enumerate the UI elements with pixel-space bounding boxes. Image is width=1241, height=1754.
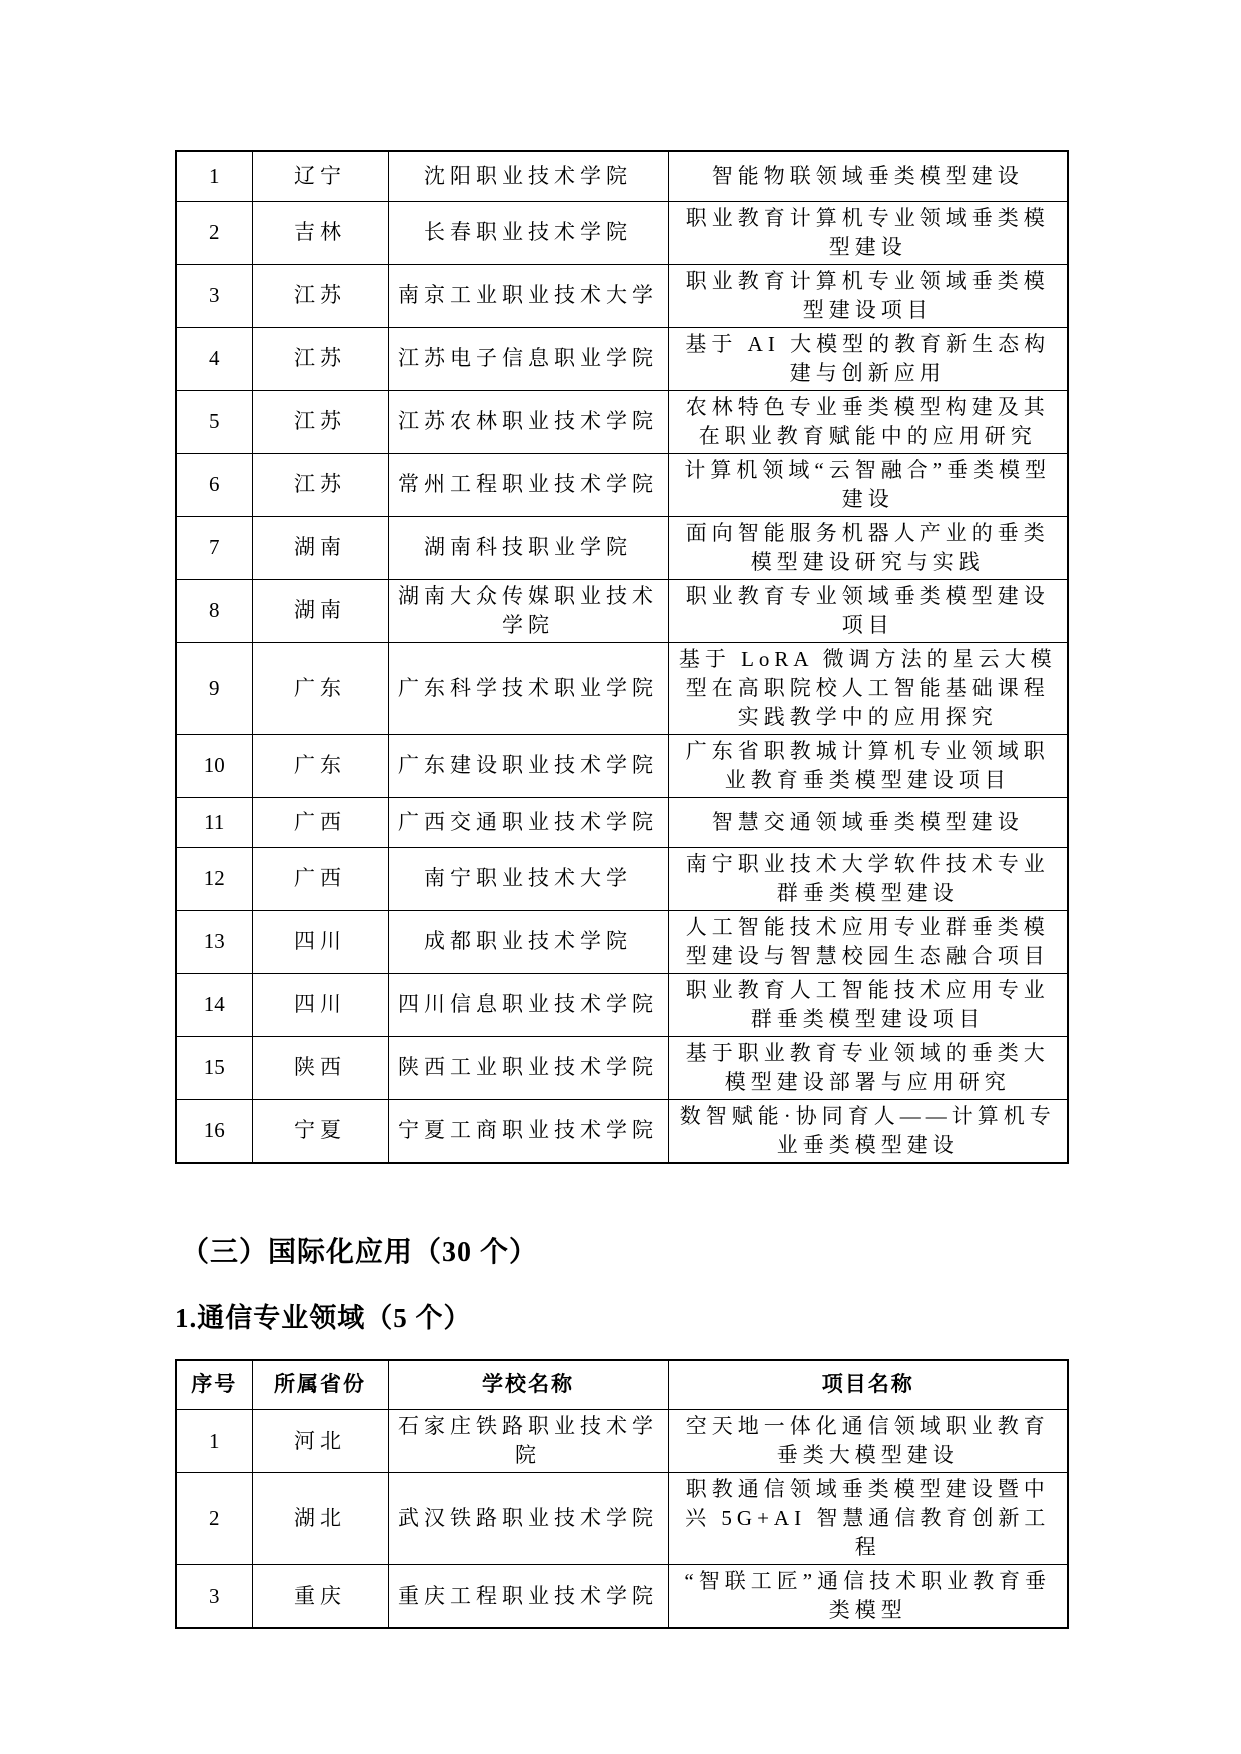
cell-no: 12 (176, 847, 252, 910)
table-row (176, 847, 1068, 910)
cell-no: 1 (176, 1410, 252, 1473)
header-project: 项目名称 (668, 1360, 1068, 1410)
cell-project: 职业教育计算机专业领域垂类模型建设项目 (668, 264, 1068, 327)
cell-province: 广东 (252, 734, 388, 797)
table-row (176, 1036, 1068, 1099)
cell-province: 辽宁 (252, 151, 388, 201)
cell-school: 宁夏工商职业技术学院 (388, 1099, 668, 1163)
table-row (176, 151, 1068, 201)
cell-project: 计算机领域“云智融合”垂类模型建设 (668, 453, 1068, 516)
cell-project: 数智赋能·协同育人——计算机专业垂类模型建设 (668, 1099, 1068, 1163)
cell-province: 重庆 (252, 1565, 388, 1629)
table-row (176, 1565, 1068, 1629)
subsection-heading: 1.通信专业领域（5 个） (175, 1302, 472, 1333)
cell-project: 职业教育人工智能技术应用专业群垂类模型建设项目 (668, 973, 1068, 1036)
table-row (176, 201, 1068, 264)
cell-no: 1 (176, 151, 252, 201)
cell-school: 广西交通职业技术学院 (388, 797, 668, 847)
table-row (176, 327, 1068, 390)
cell-no: 16 (176, 1099, 252, 1163)
cell-province: 湖南 (252, 516, 388, 579)
cell-project: 基于 LoRA 微调方法的星云大模型在高职院校人工智能基础课程实践教学中的应用探究 (668, 642, 1068, 734)
cell-province: 江苏 (252, 390, 388, 453)
cell-project: 人工智能技术应用专业群垂类模型建设与智慧校园生态融合项目 (668, 910, 1068, 973)
cell-school: 沈阳职业技术学院 (388, 151, 668, 201)
cell-province: 广西 (252, 847, 388, 910)
document-page-content (175, 150, 1067, 1629)
section-heading: （三）国际化应用（30 个） (181, 1236, 539, 1268)
cell-project: 面向智能服务机器人产业的垂类模型建设研究与实践 (668, 516, 1068, 579)
cell-province: 河北 (252, 1410, 388, 1473)
table-row (176, 1473, 1068, 1565)
cell-no: 9 (176, 642, 252, 734)
cell-no: 6 (176, 453, 252, 516)
cell-project: 广东省职教城计算机专业领域职业教育垂类模型建设项目 (668, 734, 1068, 797)
table-row (176, 910, 1068, 973)
cell-no: 10 (176, 734, 252, 797)
cell-province: 宁夏 (252, 1099, 388, 1163)
cell-no: 11 (176, 797, 252, 847)
cell-project: 南宁职业技术大学软件技术专业群垂类模型建设 (668, 847, 1068, 910)
cell-province: 四川 (252, 973, 388, 1036)
cell-no: 15 (176, 1036, 252, 1099)
cell-province: 江苏 (252, 453, 388, 516)
cell-project: 职业教育计算机专业领域垂类模型建设 (668, 201, 1068, 264)
cell-project: 智慧交通领域垂类模型建设 (668, 797, 1068, 847)
table-row (176, 973, 1068, 1036)
table-row (176, 642, 1068, 734)
cell-no: 2 (176, 1473, 252, 1565)
cell-no: 13 (176, 910, 252, 973)
table-header-row (176, 1360, 1068, 1410)
cell-province: 广东 (252, 642, 388, 734)
cell-province: 江苏 (252, 264, 388, 327)
table-row (176, 264, 1068, 327)
cell-no: 14 (176, 973, 252, 1036)
table-row (176, 390, 1068, 453)
cell-no: 7 (176, 516, 252, 579)
projects-table-continued (175, 150, 1069, 1164)
cell-school: 常州工程职业技术学院 (388, 453, 668, 516)
cell-school: 四川信息职业技术学院 (388, 973, 668, 1036)
table-row (176, 797, 1068, 847)
cell-school: 湖南大众传媒职业技术学院 (388, 579, 668, 642)
cell-province: 湖北 (252, 1473, 388, 1565)
table-row (176, 453, 1068, 516)
cell-project: 智能物联领域垂类模型建设 (668, 151, 1068, 201)
header-school: 学校名称 (388, 1360, 668, 1410)
cell-school: 长春职业技术学院 (388, 201, 668, 264)
cell-project: “智联工匠”通信技术职业教育垂类模型 (668, 1565, 1068, 1629)
cell-no: 3 (176, 264, 252, 327)
table-row (176, 516, 1068, 579)
cell-project: 基于 AI 大模型的教育新生态构建与创新应用 (668, 327, 1068, 390)
cell-school: 石家庄铁路职业技术学院 (388, 1410, 668, 1473)
cell-project: 基于职业教育专业领域的垂类大模型建设部署与应用研究 (668, 1036, 1068, 1099)
cell-school: 南宁职业技术大学 (388, 847, 668, 910)
cell-school: 广东科学技术职业学院 (388, 642, 668, 734)
header-province: 所属省份 (252, 1360, 388, 1410)
cell-province: 吉林 (252, 201, 388, 264)
communication-projects-table (175, 1359, 1069, 1630)
cell-no: 2 (176, 201, 252, 264)
cell-school: 成都职业技术学院 (388, 910, 668, 973)
cell-no: 5 (176, 390, 252, 453)
cell-no: 8 (176, 579, 252, 642)
cell-school: 江苏电子信息职业学院 (388, 327, 668, 390)
cell-school: 武汉铁路职业技术学院 (388, 1473, 668, 1565)
cell-school: 南京工业职业技术大学 (388, 264, 668, 327)
cell-project: 职教通信领域垂类模型建设暨中兴 5G+AI 智慧通信教育创新工程 (668, 1473, 1068, 1565)
cell-province: 江苏 (252, 327, 388, 390)
cell-project: 职业教育专业领域垂类模型建设项目 (668, 579, 1068, 642)
table-row (176, 579, 1068, 642)
cell-school: 陕西工业职业技术学院 (388, 1036, 668, 1099)
cell-school: 广东建设职业技术学院 (388, 734, 668, 797)
table-row (176, 1099, 1068, 1163)
cell-project: 农林特色专业垂类模型构建及其在职业教育赋能中的应用研究 (668, 390, 1068, 453)
cell-province: 湖南 (252, 579, 388, 642)
cell-project: 空天地一体化通信领域职业教育垂类大模型建设 (668, 1410, 1068, 1473)
cell-province: 广西 (252, 797, 388, 847)
cell-school: 湖南科技职业学院 (388, 516, 668, 579)
cell-no: 3 (176, 1565, 252, 1629)
cell-school: 江苏农林职业技术学院 (388, 390, 668, 453)
cell-province: 四川 (252, 910, 388, 973)
cell-no: 4 (176, 327, 252, 390)
cell-province: 陕西 (252, 1036, 388, 1099)
table-row (176, 1410, 1068, 1473)
cell-school: 重庆工程职业技术学院 (388, 1565, 668, 1629)
table-row (176, 734, 1068, 797)
header-no: 序号 (176, 1360, 252, 1410)
